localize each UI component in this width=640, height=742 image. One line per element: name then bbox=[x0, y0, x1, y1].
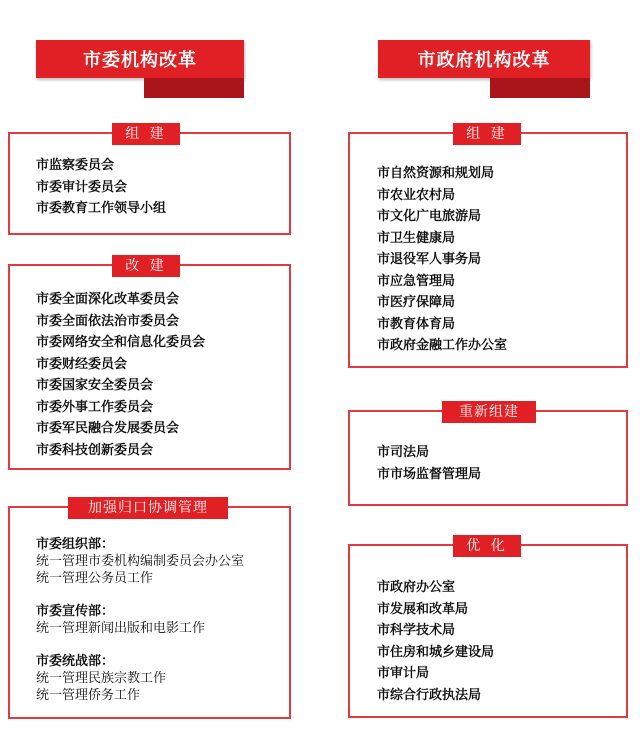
coord-group-united-front bbox=[36, 653, 244, 704]
right-build-list bbox=[377, 163, 507, 357]
list-item: 市科学技术局 bbox=[377, 623, 456, 638]
coord-group-line: 统一管理市委机构编制委员会办公室 bbox=[36, 554, 245, 569]
list-item: 市委教育工作领导小组 bbox=[36, 201, 167, 216]
list-item: 市委网络安全和信息化委员会 bbox=[36, 335, 206, 350]
coord-group-publicity bbox=[36, 603, 244, 637]
left-coord-list bbox=[36, 536, 244, 720]
list-item: 市委外事工作委员会 bbox=[36, 399, 154, 415]
list-item: 市市场监督管理局 bbox=[377, 466, 482, 482]
right-optimize-tag: 优 化 bbox=[453, 535, 521, 557]
coord-group-line: 统一管理侨务工作 bbox=[36, 688, 141, 703]
list-item: 市文化广电旅游局 bbox=[377, 209, 482, 224]
right-optimize-list bbox=[377, 577, 494, 706]
list-item: 市退役军人事务局 bbox=[377, 252, 482, 267]
right-banner bbox=[378, 40, 590, 100]
list-item: 市发展和改革局 bbox=[377, 601, 469, 617]
list-item: 市委国家安全委员会 bbox=[36, 378, 154, 393]
coord-group-title: 市委统战部： bbox=[36, 654, 115, 669]
list-item: 市应急管理局 bbox=[377, 273, 456, 289]
left-build-list bbox=[36, 155, 166, 220]
coord-group-title: 市委宣传部： bbox=[36, 604, 115, 619]
right-reorg-tag: 重新组建 bbox=[442, 401, 536, 423]
left-rebuild-list bbox=[36, 289, 205, 461]
list-item: 市审计局 bbox=[377, 666, 430, 681]
left-coord-tag: 加强归口协调管理 bbox=[68, 497, 228, 519]
coord-group-line: 统一管理新闻出版和电影工作 bbox=[36, 621, 206, 636]
coord-group-line: 统一管理民族宗教工作 bbox=[36, 671, 167, 686]
left-banner-tail bbox=[144, 78, 244, 98]
right-build-tag: 组 建 bbox=[453, 123, 521, 145]
list-item: 市政府办公室 bbox=[377, 580, 456, 595]
right-banner-title: 市政府机构改革 bbox=[378, 40, 590, 78]
list-item: 市委审计委员会 bbox=[36, 179, 128, 195]
right-reorg-list bbox=[377, 442, 481, 485]
list-item: 市政府金融工作办公室 bbox=[377, 338, 508, 353]
list-item: 市自然资源和规划局 bbox=[377, 166, 495, 181]
list-item: 市委全面依法治市委员会 bbox=[36, 313, 180, 329]
left-build-tag: 组 建 bbox=[112, 123, 180, 145]
list-item: 市农业农村局 bbox=[377, 187, 456, 203]
list-item: 市监察委员会 bbox=[36, 158, 115, 173]
list-item: 市司法局 bbox=[377, 445, 430, 460]
left-banner bbox=[36, 40, 244, 100]
coord-group-line: 统一管理公务员工作 bbox=[36, 571, 154, 586]
list-item: 市委财经委员会 bbox=[36, 356, 128, 372]
list-item: 市医疗保障局 bbox=[377, 295, 456, 310]
list-item: 市教育体育局 bbox=[377, 316, 456, 332]
list-item: 市委全面深化改革委员会 bbox=[36, 292, 180, 307]
right-banner-tail bbox=[490, 78, 590, 98]
list-item: 市综合行政执法局 bbox=[377, 687, 482, 703]
coord-group-organization bbox=[36, 536, 244, 587]
list-item: 市卫生健康局 bbox=[377, 230, 456, 246]
list-item: 市委科技创新委员会 bbox=[36, 442, 154, 458]
coord-group-title: 市委组织部： bbox=[36, 537, 115, 552]
list-item: 市委军民融合发展委员会 bbox=[36, 421, 180, 436]
list-item: 市住房和城乡建设局 bbox=[377, 644, 495, 660]
left-banner-title: 市委机构改革 bbox=[36, 40, 244, 78]
left-rebuild-tag: 改 建 bbox=[112, 255, 180, 277]
